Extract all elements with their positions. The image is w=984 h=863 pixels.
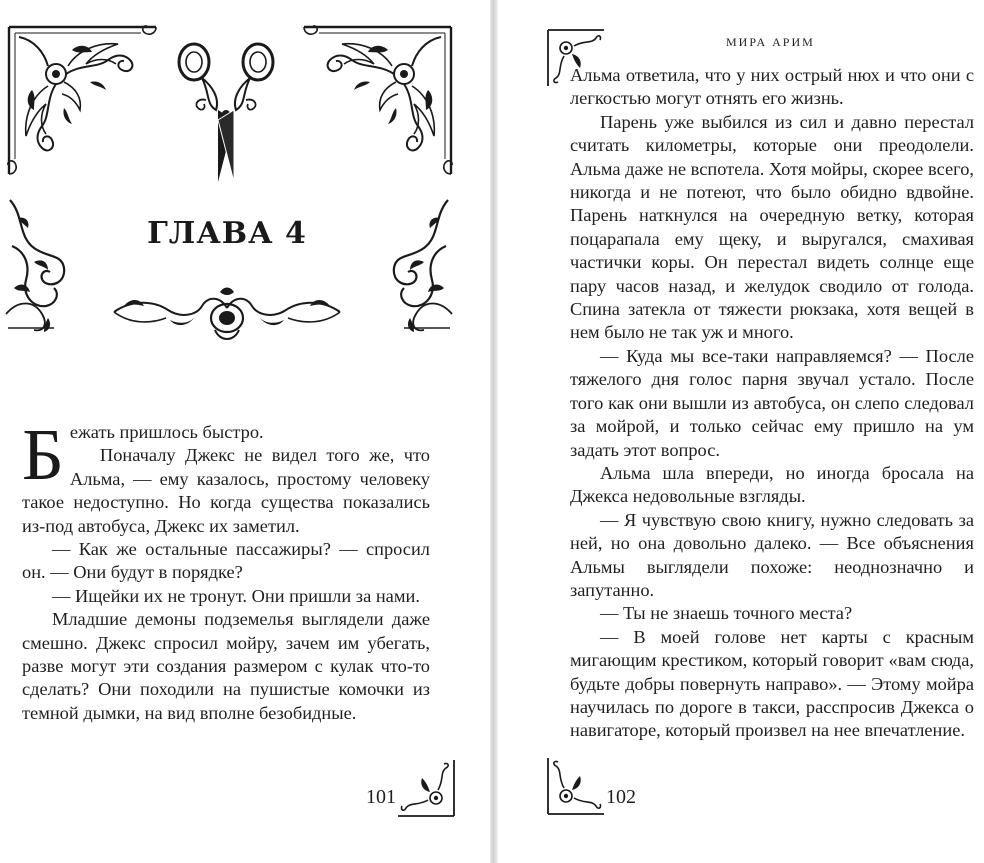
paragraph: Альма ответила, что у них острый нюх и что они с легкостью могут отнять его жизнь. (570, 65, 974, 109)
paragraph: — В моей голове нет карты с красным мигающим крестиком, который говорит «вам сюда, будьте добры повернуть направо». — Этому мойра научилась по дороге в такси, расспросив Джекса о навигаторе, который произвел на нее впечатление. (570, 626, 974, 741)
dropcap: Б (22, 414, 64, 495)
scissors-icon (172, 40, 280, 186)
paragraph: — Я чувствую свою книгу, нужно следовать за ней, но она довольно далеко. — Все объяснения Альмы выглядели похоже: неоднозначно и запутанно. (570, 509, 974, 600)
running-head: МИРА АРИМ (726, 35, 815, 49)
right-page (498, 0, 984, 863)
left-body-text (22, 414, 430, 725)
paragraph: — Куда мы все-таки направляемся? — После тяжелого дня голос парня звучал устало. После того как они вышли из автобуса, он слепо следовал за мойрой, и только сейчас ему пришло на ум задать этот вопрос. (570, 345, 974, 460)
paragraph: — Ты не знаешь точного места? (600, 603, 853, 624)
chapter-title: ГЛАВА 4 (147, 216, 307, 251)
paragraph: — Как же остальные пассажиры? — спросил он. — Они будут в порядке? (22, 539, 430, 583)
paragraph: Парень уже выбился из сил и давно перестал считать километры, которые они преодолели. Альма даже не вспотела. Хотя мойры, скорее всего, никогда и не потеют, что было обидно вдвойне. Парень наткнулся на очередную ветку, которая поцарапала ему щеку, и выругался, смахивая частички коры. Он перестал видеть солнце еще пару часов назад, и желудок сводило от голода. Спина затекла от тяжести рюкзака, хотя вещей в нем было не так уж и много. (570, 111, 974, 343)
corner-flourish-icon (6, 24, 166, 184)
corner-flourish-icon (294, 24, 454, 184)
acanthus-scroll-icon (4, 196, 74, 336)
center-flourish-icon (110, 284, 344, 346)
paragraph: ежать пришлось быстро. (69, 422, 264, 442)
page-number: 102 (606, 786, 636, 808)
corner-flourish-icon (544, 754, 608, 818)
left-page (0, 0, 490, 863)
paragraph: — Ищейки их не тронут. Они пришли за нами. (52, 585, 420, 606)
paragraph: Младшие демоны подземелья выглядели даже смешно. Джекс спросил мойру, зачем им убегать, разве могут эти создания размером с кулак что-то сделать? Они походили на пушистые комочки из темной дымки, на вид вполне безобидные. (22, 609, 430, 723)
paragraph: Альма шла впереди, но иногда бросала на Джекса недовольные взгляды. (570, 462, 974, 507)
page-number: 101 (366, 786, 396, 808)
book-gutter (490, 0, 498, 863)
acanthus-scroll-icon (384, 196, 454, 336)
corner-flourish-icon (394, 756, 458, 820)
paragraph: Поначалу Джекс не видел того же, что Альма, — ему казалось, простому человеку такое недоступно. Но когда существа показались из-под автобуса, Джекс их заметил. (22, 445, 430, 536)
right-body-text (570, 64, 974, 743)
